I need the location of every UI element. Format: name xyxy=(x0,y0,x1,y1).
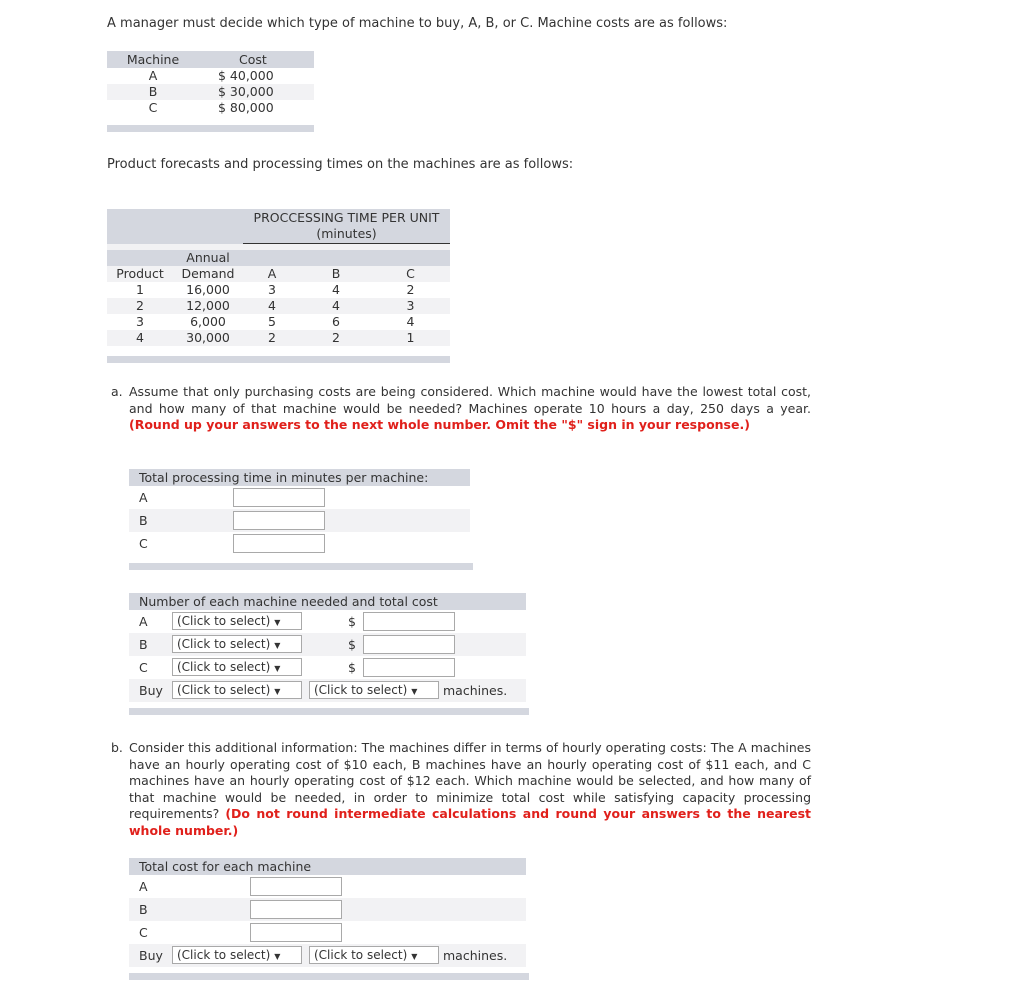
machine-count-select-a[interactable] xyxy=(172,612,302,630)
row-label: A xyxy=(139,490,148,505)
cost-table xyxy=(107,51,314,116)
row-label: C xyxy=(139,660,148,675)
select-label: (Click to select) xyxy=(177,948,271,962)
total-cost-panel xyxy=(129,858,526,980)
panel-footer-bar xyxy=(129,973,529,980)
buy-machine-select[interactable] xyxy=(309,681,439,699)
question-b-letter: b. xyxy=(111,740,123,755)
row-label: B xyxy=(139,637,148,652)
cell: 2 xyxy=(301,330,371,346)
processing-row-c xyxy=(129,532,470,555)
processing-time-panel-title: Total processing time in minutes per machine: xyxy=(129,469,470,486)
machine-count-select-c[interactable] xyxy=(172,658,302,676)
machines-row-a xyxy=(129,610,526,633)
buy-count-select[interactable] xyxy=(172,681,302,699)
row-label: B xyxy=(139,513,148,528)
question-b xyxy=(111,740,811,839)
total-cost-input-a[interactable] xyxy=(363,612,455,631)
processing-row-a xyxy=(129,486,470,509)
question-a-text: Assume that only purchasing costs are being considered. Which machine would have the lowest total cost, and how many of that machine would be needed? Machines operate 10 hours a day, 250 days a year. xyxy=(129,384,811,416)
proc-header-demand: Demand xyxy=(173,266,243,282)
machine-cost-input-b[interactable] xyxy=(250,900,342,919)
select-label: (Click to select) xyxy=(314,683,408,697)
machine-cost-input-c[interactable] xyxy=(250,923,342,942)
buy-machine-select-b[interactable] xyxy=(309,946,439,964)
row-label: A xyxy=(139,614,148,629)
proc-table xyxy=(107,209,450,346)
machines-suffix: machines. xyxy=(443,683,508,698)
question-b-instruction: (Do not round intermediate calculations and round your answers to the nearest whole number.) xyxy=(129,806,811,838)
cost-value: $ 30,000 xyxy=(199,84,314,100)
processing-time-panel xyxy=(129,469,470,570)
dollar-sign: $ xyxy=(348,637,356,652)
cell: 2 xyxy=(406,281,415,297)
panel-footer-bar xyxy=(129,708,529,715)
cell: 5 xyxy=(268,313,276,329)
table-footer-bar xyxy=(107,125,314,132)
machines-needed-panel-title: Number of each machine needed and total cost xyxy=(129,593,526,610)
question-a-letter: a. xyxy=(111,384,123,399)
select-label: (Click to select) xyxy=(177,637,271,651)
cost-machine: A xyxy=(148,68,158,83)
intro-text: A manager must decide which type of machine to buy, A, B, or C. Machine costs are as follows: xyxy=(107,16,728,31)
cost-machine: C xyxy=(148,100,158,115)
machines-needed-panel xyxy=(129,593,526,715)
select-label: (Click to select) xyxy=(177,614,271,628)
total-cost-input-c[interactable] xyxy=(363,658,455,677)
cell: 16,000 xyxy=(186,281,230,297)
cell: 3 xyxy=(268,281,276,297)
proc-header-a: A xyxy=(243,266,301,282)
total-cost-row-b xyxy=(129,898,526,921)
cost-header-cost: Cost xyxy=(199,51,314,68)
cell: 12,000 xyxy=(173,298,243,314)
chevron-down-icon: ▼ xyxy=(274,952,281,961)
row-label: C xyxy=(139,925,148,940)
chevron-down-icon: ▼ xyxy=(274,618,281,627)
table-row xyxy=(107,330,450,346)
buy-row-a xyxy=(129,679,526,702)
table-row xyxy=(107,100,314,116)
processing-time-input-b[interactable] xyxy=(233,511,325,530)
table-row xyxy=(107,84,314,100)
cell: 1 xyxy=(136,281,144,297)
cell: 6 xyxy=(332,313,340,329)
cost-value: $ 40,000 xyxy=(218,68,274,83)
cell: 30,000 xyxy=(173,330,243,346)
table-row xyxy=(107,298,450,314)
cell: 4 xyxy=(243,298,301,314)
proc-header-c: C xyxy=(371,266,450,282)
select-label: (Click to select) xyxy=(177,660,271,674)
proc-header-product: Product xyxy=(107,266,173,282)
chevron-down-icon: ▼ xyxy=(411,952,418,961)
question-a xyxy=(111,384,811,434)
forecast-intro-text: Product forecasts and processing times on the machines are as follows: xyxy=(107,157,574,172)
select-label: (Click to select) xyxy=(177,683,271,697)
total-cost-row-a xyxy=(129,875,526,898)
chevron-down-icon: ▼ xyxy=(274,687,281,696)
cell: 3 xyxy=(136,313,144,329)
processing-time-input-a[interactable] xyxy=(233,488,325,507)
row-label: B xyxy=(139,902,148,917)
cell: 1 xyxy=(371,330,450,346)
chevron-down-icon: ▼ xyxy=(274,664,281,673)
buy-row-b xyxy=(129,944,526,967)
cell: 4 xyxy=(406,313,415,329)
machines-suffix: machines. xyxy=(443,948,508,963)
question-a-instruction: (Round up your answers to the next whole number. Omit the "$" sign in your response.) xyxy=(129,417,750,432)
cell: 6,000 xyxy=(190,313,226,329)
panel-footer-bar xyxy=(129,563,473,570)
total-cost-panel-title: Total cost for each machine xyxy=(129,858,526,875)
cost-table-wrap xyxy=(107,51,314,132)
proc-header-annual: Annual xyxy=(173,250,243,266)
question-b-text: Consider this additional information: The machines differ in terms of hourly operating costs: The A machines have an hourly operating cost of $10 each, B machines have an hourly operating cost of $11 each, and C machines have an hourly operating cost of $12 each. Which machine would be selected, and how many of that machine would be needed, in order to minimize total cost while satisfying capacity processing requirements? xyxy=(129,740,811,821)
dollar-sign: $ xyxy=(348,660,356,675)
table-row xyxy=(107,314,450,330)
cell: 4 xyxy=(301,298,371,314)
buy-label: Buy xyxy=(139,948,163,963)
cell: 4 xyxy=(107,330,173,346)
cost-header-machine: Machine xyxy=(107,51,199,68)
table-row xyxy=(107,282,450,298)
processing-time-input-c[interactable] xyxy=(233,534,325,553)
machine-count-select-b[interactable] xyxy=(172,635,302,653)
proc-header-b: B xyxy=(301,266,371,282)
total-cost-row-c xyxy=(129,921,526,944)
cell: 2 xyxy=(243,330,301,346)
cell: 3 xyxy=(371,298,450,314)
table-footer-bar xyxy=(107,356,450,363)
cost-machine: B xyxy=(107,84,199,100)
total-cost-input-b[interactable] xyxy=(363,635,455,654)
chevron-down-icon: ▼ xyxy=(274,641,281,650)
chevron-down-icon: ▼ xyxy=(411,687,418,696)
cell: 4 xyxy=(332,281,340,297)
table-row xyxy=(107,68,314,84)
proc-group-header: PROCCESSING TIME PER UNIT (minutes) xyxy=(243,209,450,244)
machine-cost-input-a[interactable] xyxy=(250,877,342,896)
machines-row-c xyxy=(129,656,526,679)
dollar-sign: $ xyxy=(348,614,356,629)
machines-row-b xyxy=(129,633,526,656)
cell: 2 xyxy=(107,298,173,314)
buy-count-select-b[interactable] xyxy=(172,946,302,964)
cost-value: $ 80,000 xyxy=(218,100,274,115)
row-label: C xyxy=(139,536,148,551)
row-label: A xyxy=(139,879,148,894)
buy-label: Buy xyxy=(139,683,163,698)
processing-row-b xyxy=(129,509,470,532)
proc-table-wrap xyxy=(107,209,450,363)
select-label: (Click to select) xyxy=(314,948,408,962)
